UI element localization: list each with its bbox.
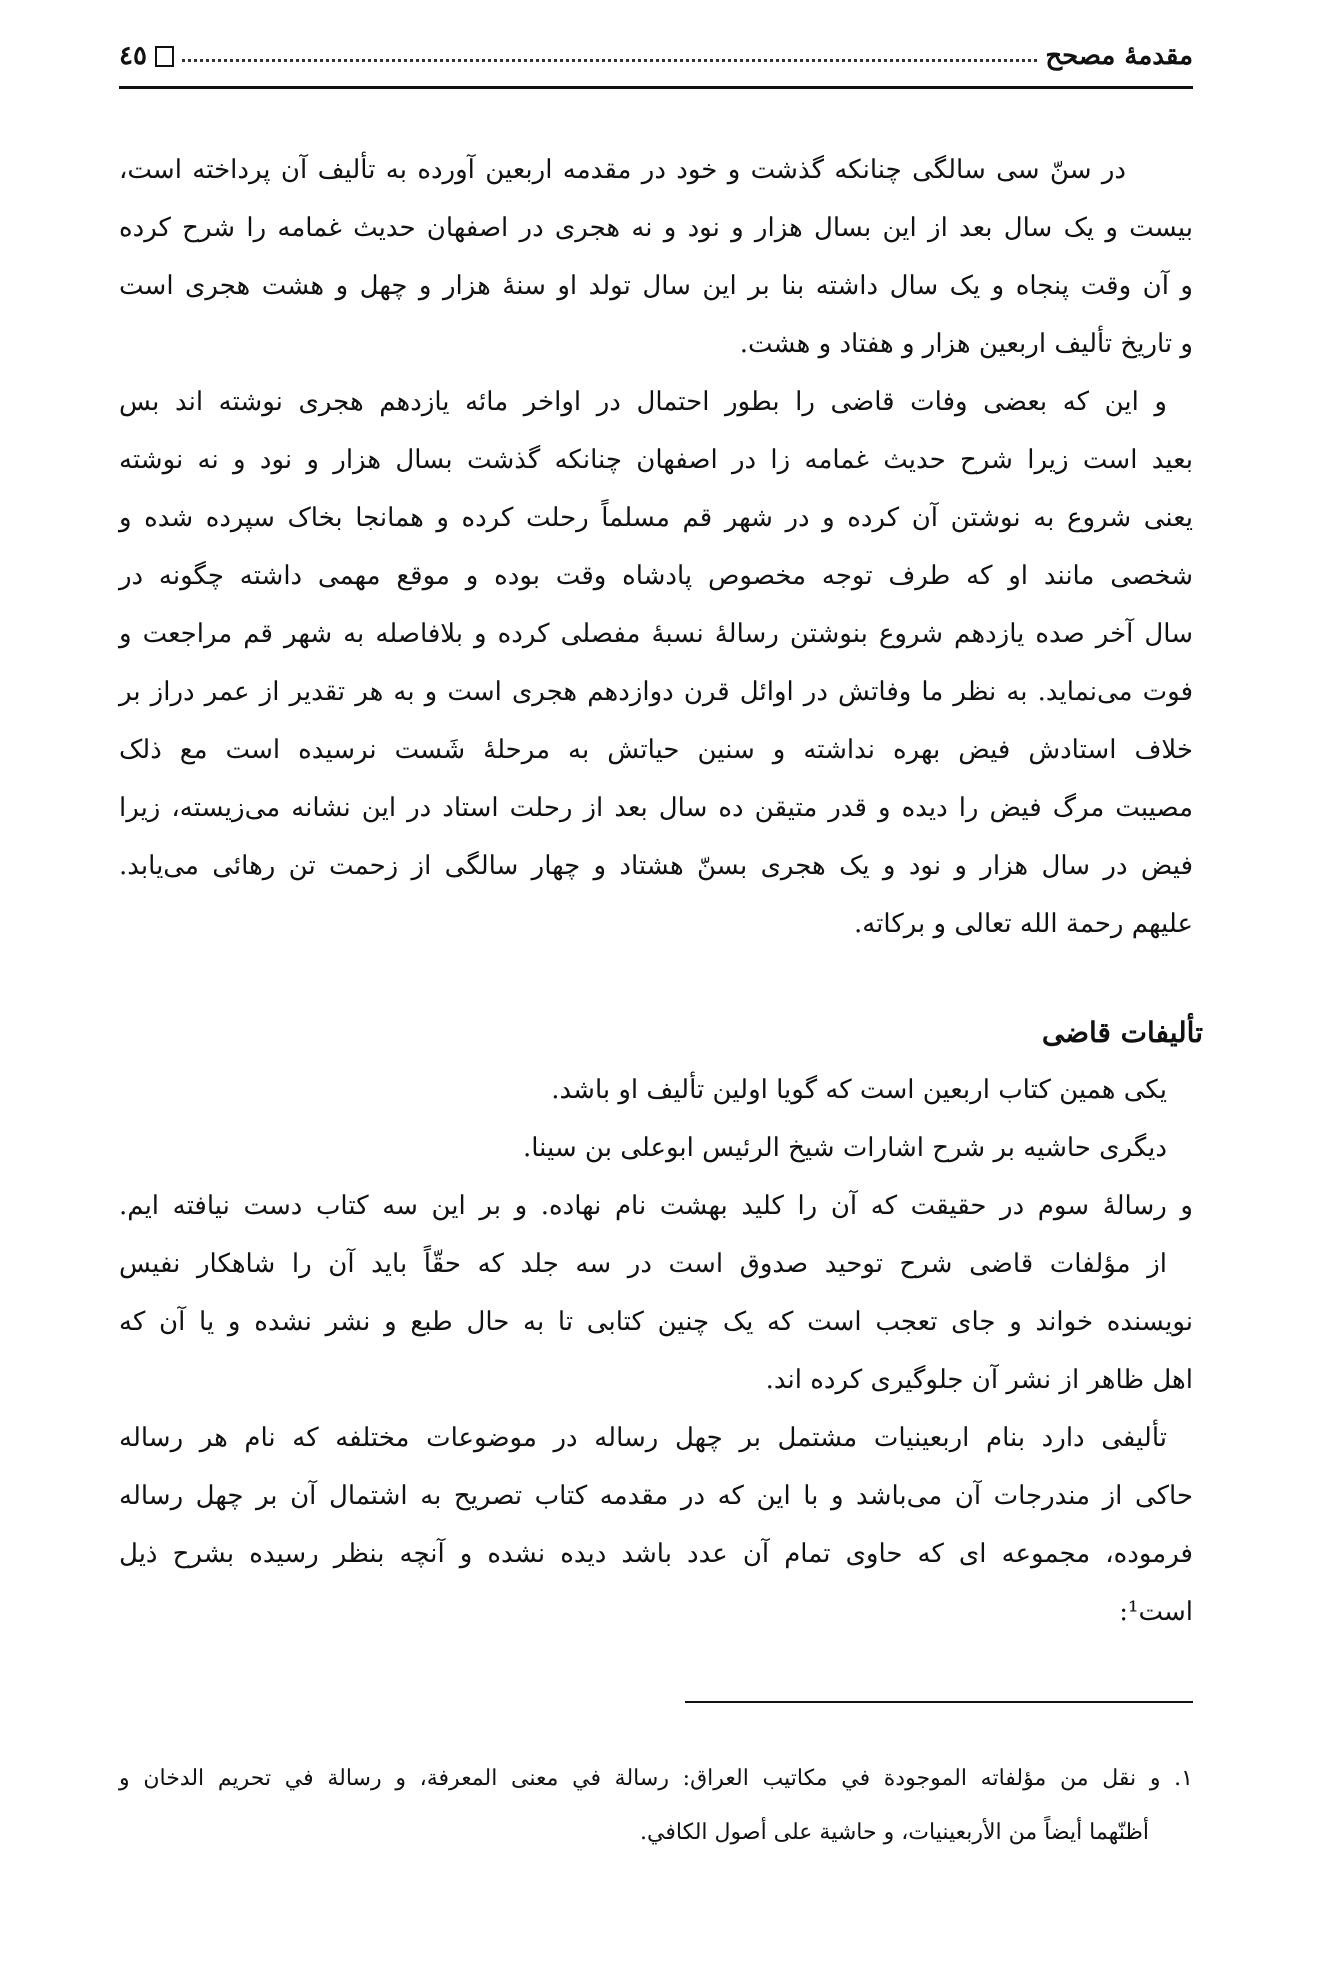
footnote-line: ١. و نقل من مؤلفاته الموجودة في مكاتيب العراق: رسالة في معنى المعرفة، و رسالة في تحريم الدخان و xyxy=(119,1766,1193,1791)
footnote-rule xyxy=(685,1701,1193,1703)
paragraph xyxy=(119,1409,1193,1641)
text-line: فرموده، مجموعه ای که حاوی تمام آن عدد باشد دیده نشده و آنچه بنظر رسیده بشرح ذیل xyxy=(119,1539,1193,1569)
text-line: یعنی شروع به نوشتن آن کرده و در شهر قم مسلماً رحلت کرده و همانجا بخاک سپرده شده و xyxy=(119,503,1193,533)
square-ornament-icon xyxy=(155,46,174,67)
text-line: از مؤلفات قاضی شرح توحید صدوق است در سه جلد که حقّاً باید آن را شاهکار نفیس xyxy=(119,1249,1167,1279)
text-line: نویسنده خواند و جای تعجب است که یک چنین کتابی تا به حال طبع و نشر نشده و یا آن که xyxy=(119,1307,1193,1337)
leader-dots xyxy=(182,45,1037,62)
list-item: دیگری حاشیه بر شرح اشارات شیخ الرئیس ابوعلی بن سینا. xyxy=(522,1133,1167,1163)
paragraph xyxy=(119,1235,1193,1409)
header-rule xyxy=(119,86,1193,89)
text-line: تألیفی دارد بنام اربعینیات مشتمل بر چهل رساله در موضوعات مختلفه که نام هر رساله xyxy=(119,1423,1167,1453)
paragraph xyxy=(119,141,1193,373)
text-line: حاکی از مندرجات آن می‌باشد و با این که در مقدمه کتاب تصریح به اشتمال آن بر چهل رساله xyxy=(119,1481,1193,1511)
text-line: بیست و یک سال بعد از این بسال هزار و نود و نه هجری در اصفهان حدیث غمامه را شرح کرده xyxy=(119,213,1193,243)
list-item: یکی همین کتاب اربعین است که گویا اولین تألیف او باشد. xyxy=(551,1075,1167,1105)
section-heading: تألیفات قاضی xyxy=(1041,1016,1203,1049)
main-text xyxy=(119,141,1203,1641)
footnote-line: أظنّهما أيضاً من الأربعينيات، و حاشية على أصول الكافي. xyxy=(640,1820,1149,1845)
text-line: فوت می‌نماید. به نظر ما وفاتش در اوائل قرن دوازدهم هجری است و به هر تقدیر از عمر دراز بر xyxy=(119,677,1193,707)
text-line: بعید است زیرا شرح حدیث غمامه زا در اصفهان چنانکه گذشت بسال هزار و نود و نه نوشته xyxy=(119,445,1193,475)
running-title: مقدمهٔ مصحح xyxy=(1045,41,1193,71)
paragraph xyxy=(119,373,1193,953)
text-line: در سنّ سی سالگی چنانکه گذشت و خود در مقدمه اربعین آورده به تألیف آن پرداخته است، xyxy=(119,155,1126,185)
text-line: سال آخر صده یازدهم شروع بنوشتن رسالهٔ نسبهٔ مفصلی کرده و بلافاصله به شهر قم مراجعت و xyxy=(119,619,1193,649)
text-line: خلاف استادش فیض بهره نداشته و سنین حیاتش به مرحلهٔ شَست نرسیده است مع ذلک xyxy=(119,735,1193,765)
text-line: است¹: xyxy=(1119,1597,1193,1627)
text-line: فیض در سال هزار و نود و یک هجری بسنّ هشتاد و چهار سالگی از زحمت تن رهائی می‌یابد. xyxy=(119,851,1193,881)
text-line: و آن وقت پنجاه و یک سال داشته بنا بر این سال تولد او سنهٔ هزار و چهل و هشت هجری است xyxy=(119,271,1193,301)
text-line: شخصی مانند او که طرف توجه مخصوص پادشاه وقت بوده و موقع مهمی داشته چگونه در xyxy=(119,561,1193,591)
text-line: اهل ظاهر از نشر آن جلوگیری کرده اند. xyxy=(765,1365,1193,1395)
running-header xyxy=(119,36,1193,76)
text-line: و این که بعضی وفات قاضی را بطور احتمال در اواخر مائه یازدهم هجری نوشته اند بس xyxy=(119,387,1167,417)
text-line: و تاریخ تألیف اربعین هزار و هفتاد و هشت. xyxy=(739,329,1193,359)
page-number: ٤٥ xyxy=(119,41,147,71)
text-line: علیهم رحمة الله تعالی و برکاته. xyxy=(853,909,1193,939)
footnote xyxy=(119,1752,1193,1860)
text-line: مصیبت مرگ فیض را دیده و قدر متیقن ده سال بعد از رحلت استاد در این نشانه می‌زیسته، زیرا xyxy=(119,793,1193,823)
works-list xyxy=(119,1061,1193,1235)
list-item: و رسالهٔ سوم در حقیقت که آن را کلید بهشت نام نهاده. و بر این سه کتاب دست نیافته ایم. xyxy=(119,1191,1193,1221)
